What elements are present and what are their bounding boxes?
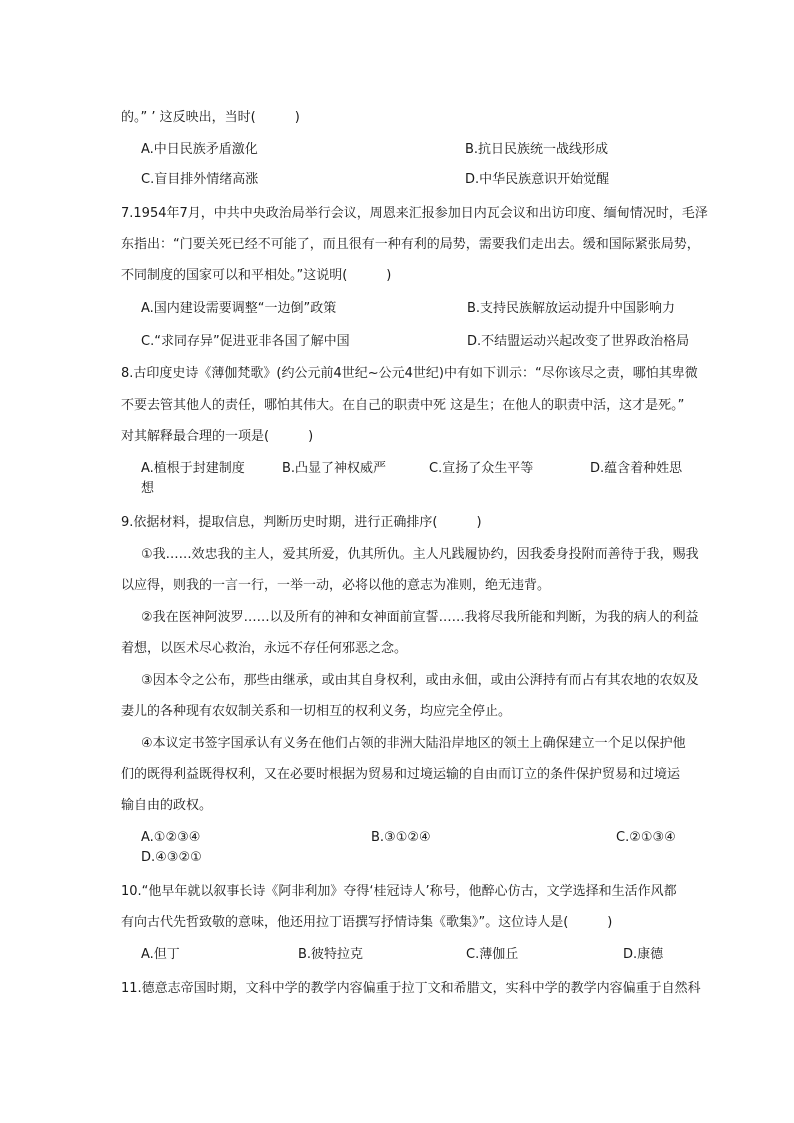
q10-option-c[interactable]: C.薄伽丘 xyxy=(466,947,519,962)
q6-option-d[interactable]: D.中华民族意识开始觉醒 xyxy=(465,172,610,187)
q7-stem-line-3: 不同制度的国家可以和平相处。”这说明( ) xyxy=(121,268,392,283)
q9-option-a[interactable]: A.①②③④ xyxy=(141,830,201,845)
q10-stem-line-1: 10.“他早年就以叙事长诗《阿非利加》夺得‘桂冠诗人’称号，他醉心仿古，文学选择和生活作风都 xyxy=(121,884,677,899)
q9-material-2-line-2: 着想，以医术尽心救治，永远不存任何邪恶之念。 xyxy=(121,641,408,656)
q7-stem-line-2: 东指出：“门要关死已经不可能了，而且很有一种有利的局势，需要我们走出去。缓和国际紧张局势， xyxy=(121,237,700,252)
q9-material-4-line-2: 们的既得利益既得权利，又在必要时根据为贸易和过境运输的自由而订立的条件保护贸易和过境运 xyxy=(121,767,681,782)
q9-option-c[interactable]: C.②①③④ xyxy=(616,830,676,845)
q9-option-d[interactable]: D.④③②① xyxy=(141,850,202,865)
q7-option-b[interactable]: B.支持民族解放运动提升中国影响力 xyxy=(467,301,676,316)
q8-option-c[interactable]: C.宣扬了众生平等 xyxy=(429,461,534,476)
q10-stem-line-2: 有向古代先哲致敬的意味，他还用拉丁语撰写抒情诗集《歌集》”。这位诗人是( ) xyxy=(121,915,613,930)
q8-stem-line-2: 不要去管其他人的责任，哪怕其伟大。在自己的职责中死 这是生；在他人的职责中活，这才是死。” xyxy=(121,398,685,413)
q9-material-4-line-3: 输自由的政权。 xyxy=(121,798,213,813)
q8-option-a[interactable]: A.植根于封建制度 xyxy=(141,461,245,476)
q9-material-2-line-1: ②我在医神阿波罗……以及所有的神和女神面前宣誓……我将尽我所能和判断，为我的病人的利益 xyxy=(141,610,699,625)
q6-option-c[interactable]: C.盲目排外情绪高涨 xyxy=(141,172,259,187)
q8-stem-line-3: 对其解释最合理的一项是( ) xyxy=(121,429,314,444)
q8-option-b[interactable]: B.凸显了神权威严 xyxy=(282,461,387,476)
q8-stem-line-1: 8.古印度史诗《薄伽梵歌》(约公元前4世纪~公元4世纪)中有如下训示：“尽你该尽之责，哪怕其卑微 xyxy=(121,366,698,381)
q6-stem-tail: 的。” ’ 这反映出，当时( ) xyxy=(121,110,300,125)
q8-option-d-wrap: 想 xyxy=(141,481,155,496)
q9-option-b[interactable]: B.③①②④ xyxy=(371,830,431,845)
q7-option-a[interactable]: A.国内建设需要调整“一边倒”政策 xyxy=(141,301,337,316)
q9-material-1-line-2: 以应得，则我的一言一行，一举一动，必将以他的意志为准则，绝无违背。 xyxy=(121,578,551,593)
q7-option-d[interactable]: D.不结盟运动兴起改变了世界政治格局 xyxy=(467,334,690,349)
q6-option-a[interactable]: A.中日民族矛盾激化 xyxy=(141,142,258,157)
q8-option-d[interactable]: D.蕴含着种姓思 xyxy=(590,461,683,476)
q9-material-1-line-1: ①我……效忠我的主人，爱其所爱，仇其所仇。主人凡践履协约，因我委身投附而善待于我，赐我 xyxy=(141,547,699,562)
q9-material-4-line-1: ④本议定书签字国承认有义务在他们占领的非洲大陆沿岸地区的领土上确保建立一个足以保护他 xyxy=(141,736,686,751)
q9-material-3-line-1: ③因本令之公布，那些由继承，或由其自身权利，或由永佃，或由公湃持有而占有其农地的农奴及 xyxy=(141,673,699,688)
q10-option-a[interactable]: A.但丁 xyxy=(141,947,180,962)
q9-material-3-line-2: 妻儿的各种现有农奴制关系和一切相互的权利义务，均应完全停止。 xyxy=(121,704,512,719)
q7-stem-line-1: 7.1954年7月，中共中央政治局举行会议，周恩来汇报参加日内瓦会议和出访印度、缅甸情况时，毛泽 xyxy=(121,206,708,221)
q7-option-c[interactable]: C.“求同存异”促进亚非各国了解中国 xyxy=(141,334,350,349)
q9-stem: 9.依据材料，提取信息，判断历史时期，进行正确排序( ) xyxy=(121,515,482,530)
q6-option-b[interactable]: B.抗日民族统一战线形成 xyxy=(465,142,609,157)
q10-option-d[interactable]: D.康德 xyxy=(623,947,664,962)
q10-option-b[interactable]: B.彼特拉克 xyxy=(298,947,364,962)
q11-stem-line-1: 11.德意志帝国时期，文科中学的教学内容偏重于拉丁文和希腊文，实科中学的教学内容偏重于自然科 xyxy=(121,981,701,996)
